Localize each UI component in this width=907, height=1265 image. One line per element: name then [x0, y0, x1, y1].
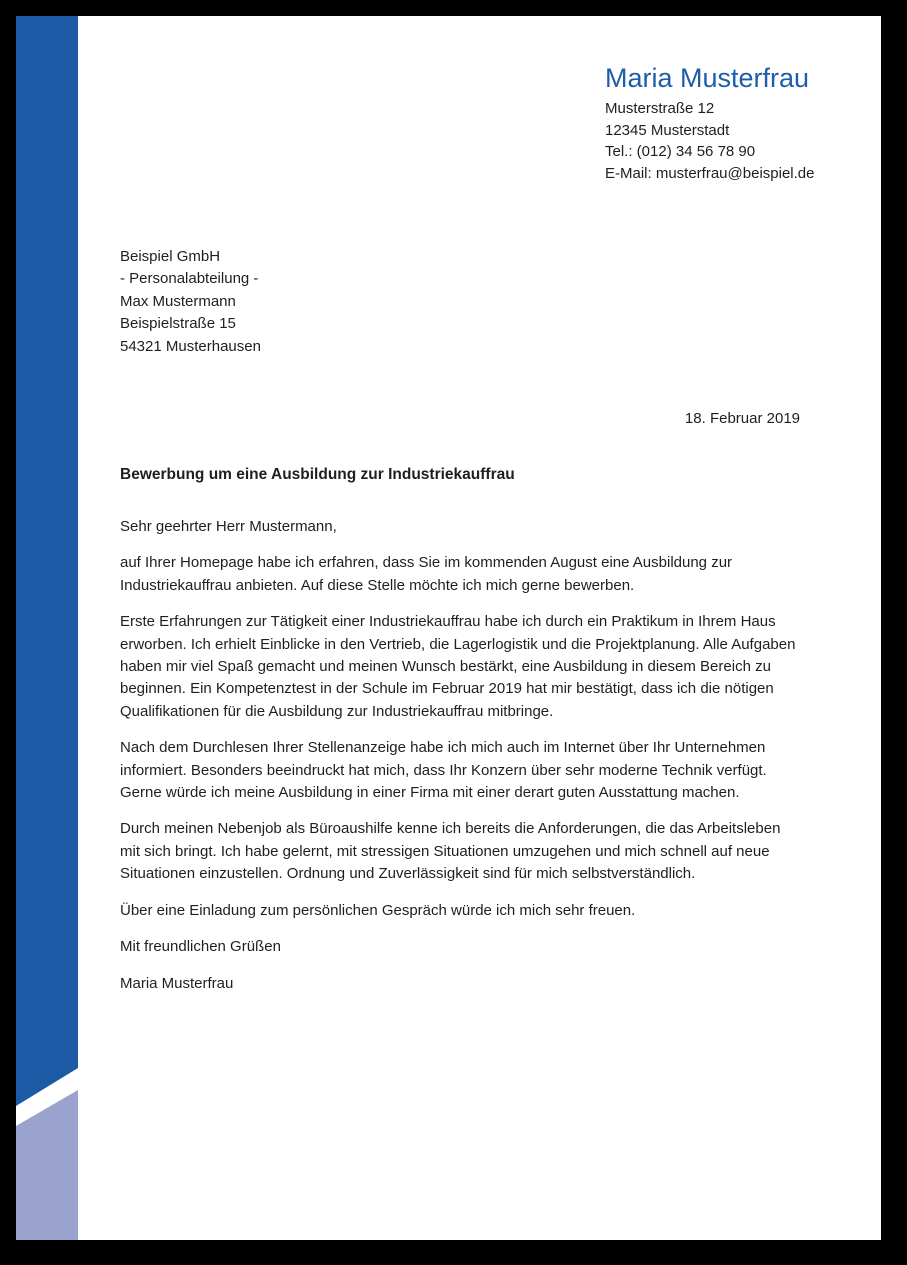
paragraph-5: Über eine Einladung zum persönlichen Gespräch würde ich mich sehr freuen.	[120, 901, 636, 919]
recipient-block	[120, 246, 261, 358]
paragraph-3: Nach dem Durchlesen Ihrer Stellenanzeige habe ich mich auch im Internet über Ihr Unternehmen informiert. Besonders beeindruckt hat mich, dass Ihr Konzern über sehr moderne Technik verfügt. Gerne würde ich meine Ausbildung in einer Firma mit einer derart guten Ausstattung machen.	[120, 739, 767, 802]
sender-phone: Tel.: (012) 34 56 78 90	[605, 143, 756, 160]
recipient-department: - Personalabteilung -	[120, 270, 259, 288]
signature-name: Maria Musterfrau	[120, 974, 234, 992]
recipient-company: Beispiel GmbH	[120, 248, 221, 265]
sender-name: Maria Musterfrau	[605, 63, 810, 93]
recipient-contact: Max Mustermann	[120, 292, 236, 310]
recipient-city: 54321 Musterhausen	[120, 337, 261, 355]
subject-line: Bewerbung um eine Ausbildung zur Industriekauffrau	[120, 466, 515, 483]
salutation: Sehr geehrter Herr Mustermann,	[120, 518, 337, 535]
letter-page	[16, 16, 881, 1240]
paragraph-4: Durch meinen Nebenjob als Büroaushilfe kenne ich bereits die Anforderungen, die das Arbeitsleben mit sich bringt. Ich habe gelernt, mit stressigen Situationen umzugehen und mich schnell auf neue Situationen einzustellen. Ordnung und Zuverlässigkeit sind für mich selbstverständlich.	[120, 820, 781, 883]
closing: Mit freundlichen Grüßen	[120, 938, 281, 956]
sender-block	[605, 62, 875, 184]
sidebar-blue-band	[16, 16, 78, 1240]
letter-body	[120, 516, 803, 1009]
sender-street: Musterstraße 12	[605, 100, 715, 117]
sender-email: E-Mail: musterfrau@beispiel.de	[605, 164, 815, 182]
recipient-street: Beispielstraße 15	[120, 315, 236, 333]
sender-city: 12345 Musterstadt	[605, 121, 730, 139]
sidebar-accent-bar	[16, 16, 78, 1240]
paragraph-2: Erste Erfahrungen zur Tätigkeit einer Industriekauffrau habe ich durch ein Praktikum in Ihrem Haus erworben. Ich erhielt Einblicke in den Vertrieb, die Lagerlogistik und die Projektplanung. Alle Aufgaben haben mir viel Spaß gemacht und meinen Wunsch bestärkt, eine Ausbildung in diesem Bereich zu beginnen. Ein Kompetenztest in der Schule im Februar 2019 hat mir bestätigt, dass ich die nötigen Qualifikationen für die Ausbildung zur Industriekauffrau mitbringe.	[120, 613, 796, 720]
paragraph-1: auf Ihrer Homepage habe ich erfahren, dass Sie im kommenden August eine Ausbildung zur Industriekauffrau anbieten. Auf diese Stelle möchte ich mich gerne bewerben.	[120, 554, 733, 594]
letter-date: 18. Februar 2019	[684, 410, 800, 427]
